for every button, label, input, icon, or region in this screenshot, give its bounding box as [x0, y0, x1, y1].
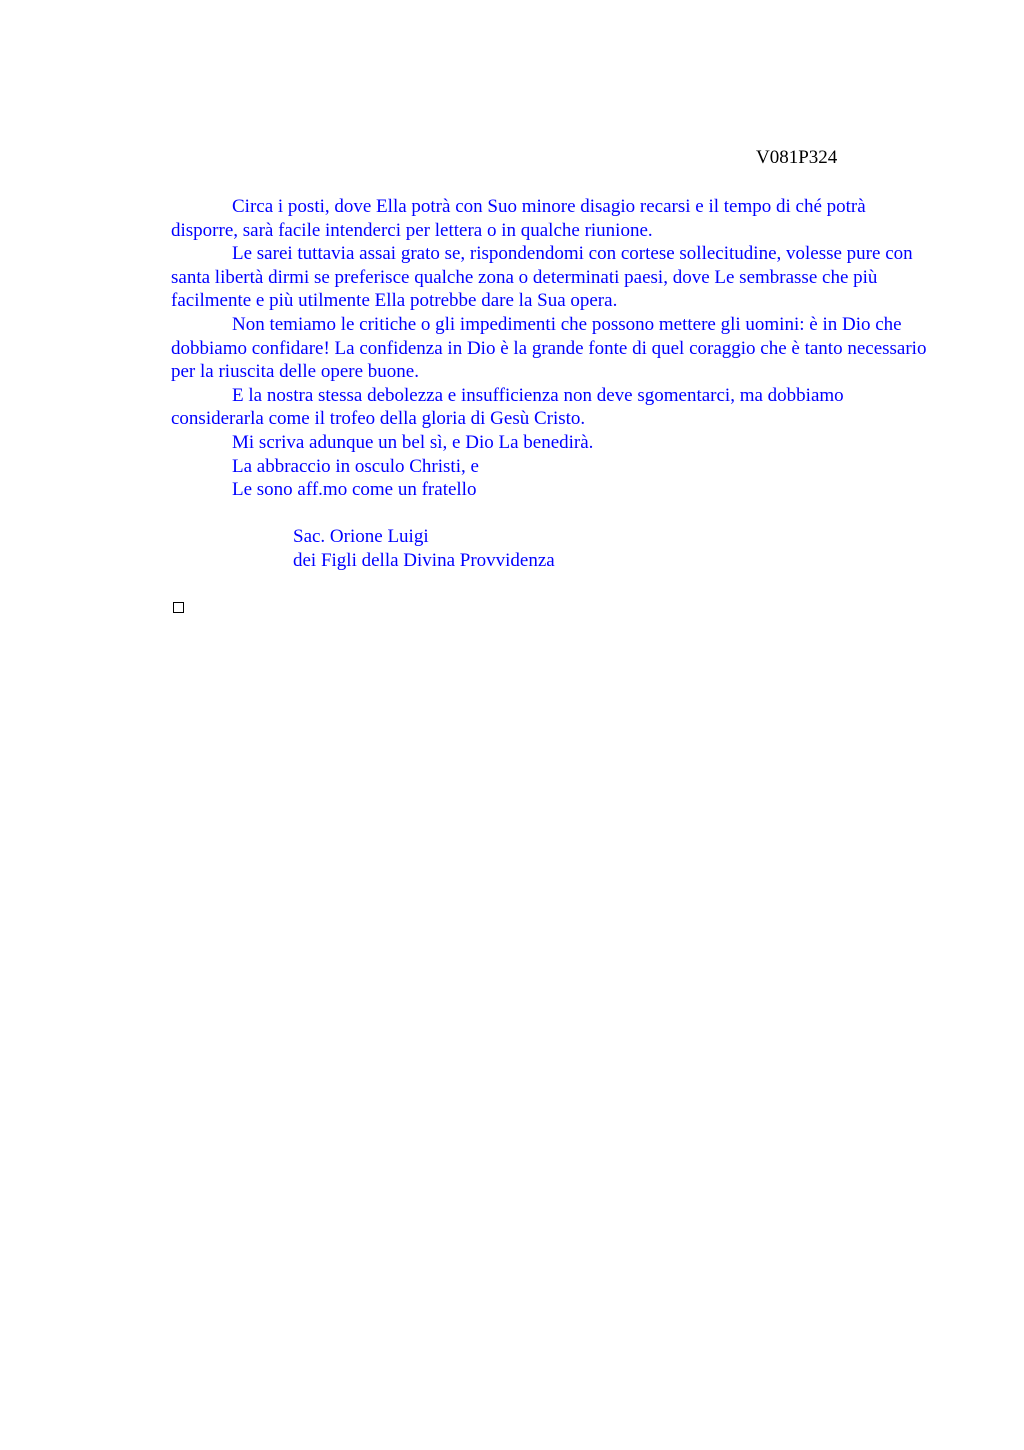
letter-body — [171, 195, 931, 573]
signature-name: Sac. Orione Luigi — [293, 526, 429, 548]
closing-fraternal: Le sono aff.mo come un fratello — [232, 479, 477, 501]
paragraph-posti: Circa i posti, dove Ella potrà con Suo minore disagio recarsi e il tempo di ché potrà disporre, sarà facile intenderci per lettera o in qualche riunione. — [171, 196, 866, 241]
paragraph-gratitude: Le sarei tuttavia assai grato se, rispondendomi con cortese sollecitudine, volesse pure con santa libertà dirmi se preferisce qualche zona o determinati paesi, dove Le sembrasse che più facilmente e più utilmente Ella potrebbe dare la Sua opera. — [171, 243, 913, 312]
signature-block — [171, 525, 931, 572]
closing-embrace: La abbraccio in osculo Christi, e — [232, 455, 479, 477]
signature-title: dei Figli della Divina Provvidenza — [293, 549, 555, 571]
page-identifier: V081P324 — [756, 147, 838, 168]
empty-square-icon — [173, 602, 184, 613]
paragraph-confidence: Non temiamo le critiche o gli impedimenti che possono mettere gli uomini: è in Dio che dobbiamo confidare! La confidenza in Dio è la grande fonte di quel coraggio che è tanto necessario per la riuscita delle opere buone. — [171, 313, 927, 383]
paragraph-weakness: E la nostra stessa debolezza e insufficienza non deve sgomentarci, ma dobbiamo considerarla come il trofeo della gloria di Gesù Cristo. — [171, 384, 844, 430]
paragraph-request: Mi scriva adunque un bel sì, e Dio La benedirà. — [232, 431, 594, 453]
